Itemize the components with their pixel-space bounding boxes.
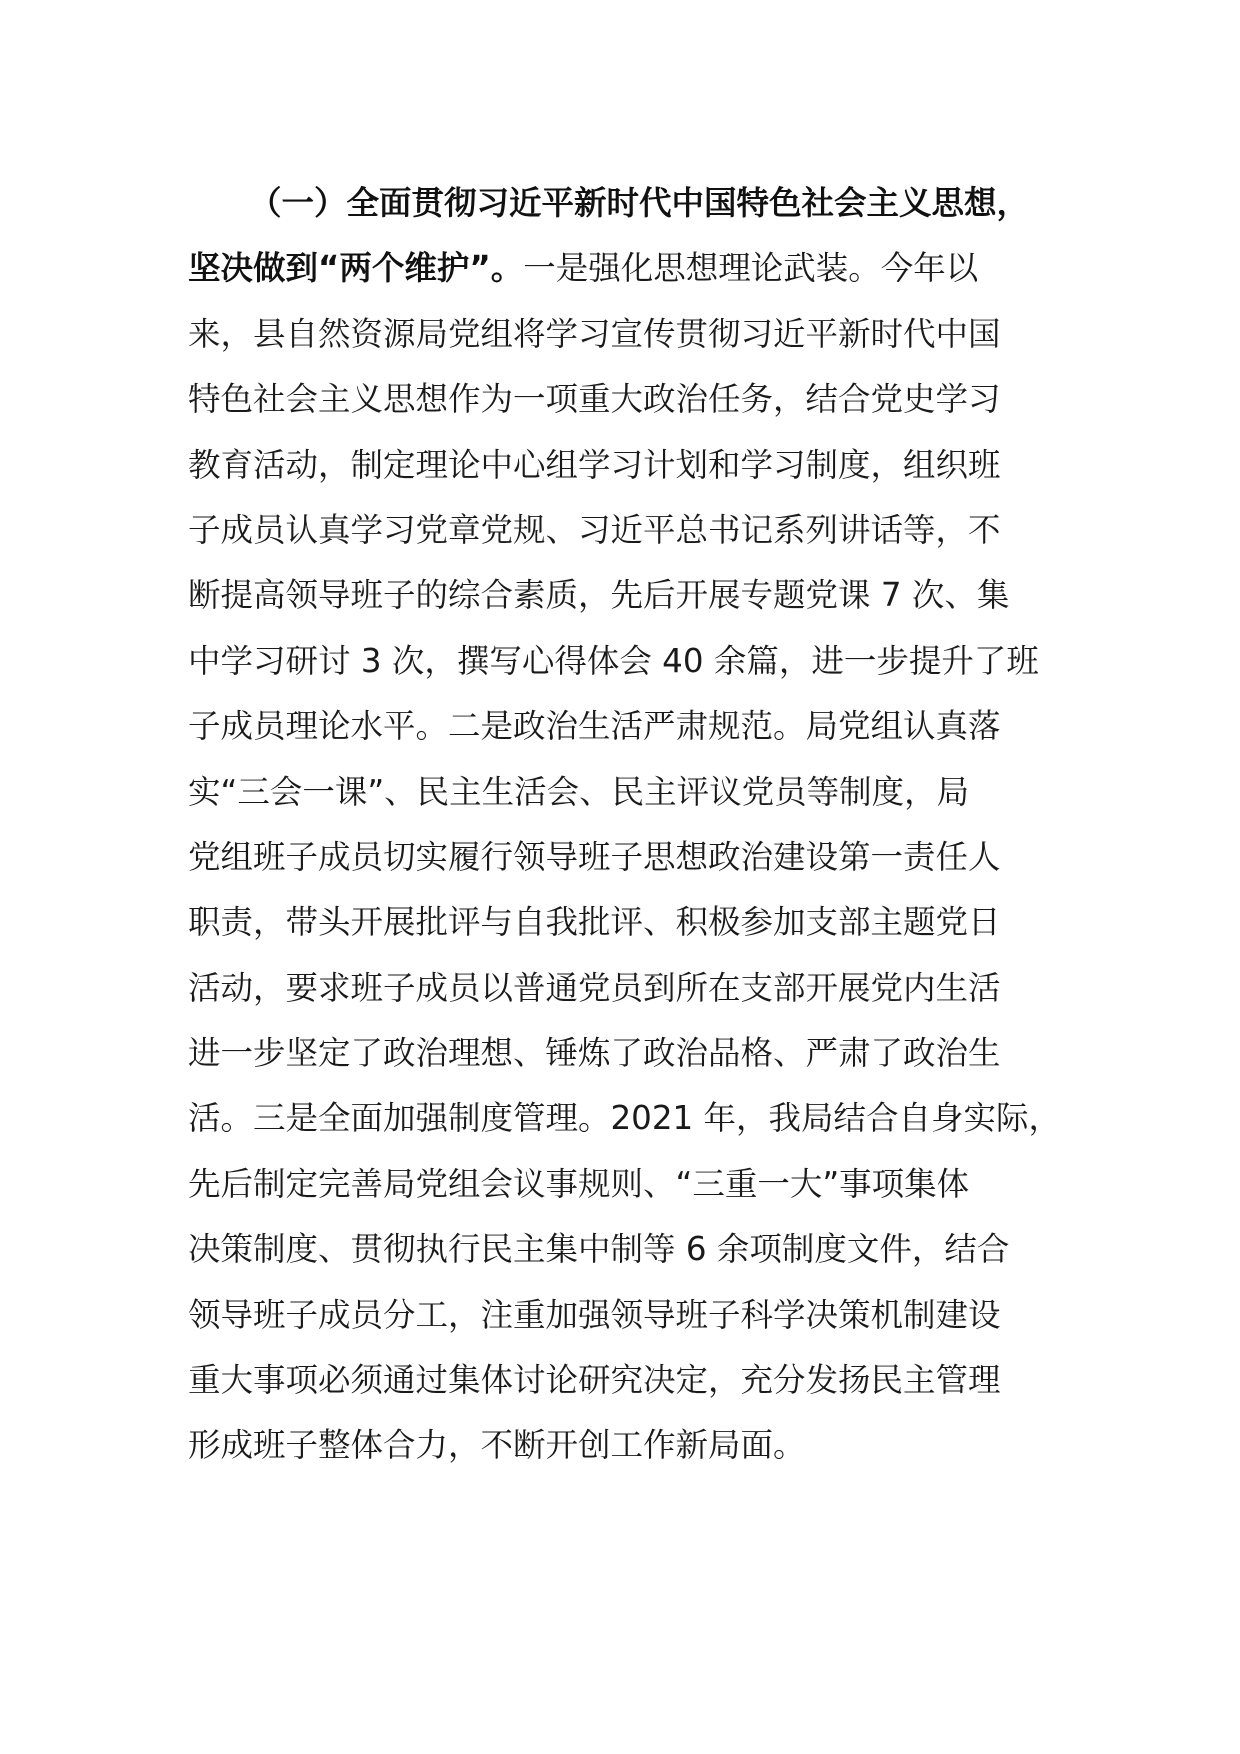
- text-line: [188, 236, 1108, 301]
- line-text: 子成员认真学习党章党规、习近平总书记系列讲话等，不: [188, 510, 1001, 549]
- text-line: [188, 760, 1108, 825]
- line-text: 党组班子成员切实履行领导班子思想政治建设第一责任人: [188, 837, 1001, 876]
- text-line: [188, 1021, 1108, 1086]
- heading-phrase: 坚决做到“两个维护”。: [188, 249, 524, 288]
- text-line: [188, 302, 1108, 367]
- line-text: 一是强化思想理论武装。今年以: [523, 249, 979, 288]
- body-paragraph: [188, 171, 1108, 1479]
- line-text: 实“三会一课”、民主生活会、民主评议党员等制度，局: [188, 772, 970, 811]
- line-text: 先后制定完善局党组会议事规则、“三重一大”事项集体: [188, 1164, 970, 1203]
- line-text: 形成班子整体合力，不断开创工作新局面。: [188, 1426, 806, 1465]
- line-text: 子成员理论水平。二是政治生活严肃规范。局党组认真落: [188, 707, 1001, 746]
- text-line: [188, 629, 1108, 694]
- text-line: [188, 1283, 1108, 1348]
- line-text: 领导班子成员分工，注重加强领导班子科学决策机制建设: [188, 1295, 1001, 1334]
- text-line: [188, 1217, 1108, 1282]
- text-line: [188, 433, 1108, 498]
- text-line: [188, 890, 1108, 955]
- text-line: [188, 1413, 1108, 1478]
- line-text: 来，县自然资源局党组将学习宣传贯彻习近平新时代中国: [188, 314, 1001, 353]
- text-line: [188, 1348, 1108, 1413]
- line-text: 断提高领导班子的综合素质，先后开展专题党课 7 次、集: [188, 576, 1010, 615]
- line-text: 活。三是全面加强制度管理。2021 年，我局结合自身实际，: [188, 1099, 1062, 1138]
- text-line: [188, 694, 1108, 759]
- text-line: [188, 956, 1108, 1021]
- line-text: 职责，带头开展批评与自我批评、积极参加支部主题党日: [188, 903, 1001, 942]
- text-line: [188, 1086, 1108, 1151]
- text-line: [188, 498, 1108, 563]
- line-text: 进一步坚定了政治理想、锤炼了政治品格、严肃了政治生: [188, 1034, 1001, 1073]
- line-text: 中学习研讨 3 次，撰写心得体会 40 余篇，进一步提升了班: [188, 641, 1039, 680]
- line-text: 教育活动，制定理论中心组学习计划和学习制度，组织班: [188, 445, 1001, 484]
- text-line: [188, 1152, 1108, 1217]
- text-line: [188, 563, 1108, 628]
- text-line: [188, 825, 1108, 890]
- line-text: 重大事项必须通过集体讨论研究决定，充分发扬民主管理: [188, 1361, 1001, 1400]
- line-text: 活动，要求班子成员以普通党员到所在支部开展党内生活: [188, 968, 1001, 1007]
- heading-phrase: （一）全面贯彻习近平新时代中国特色社会主义思想，: [249, 184, 1030, 222]
- text-line: [188, 367, 1108, 432]
- line-text: 决策制度、贯彻执行民主集中制等 6 余项制度文件，结合: [188, 1230, 1010, 1269]
- line-text: 特色社会主义思想作为一项重大政治任务，结合党史学习: [188, 380, 1001, 419]
- text-line: [188, 171, 1108, 236]
